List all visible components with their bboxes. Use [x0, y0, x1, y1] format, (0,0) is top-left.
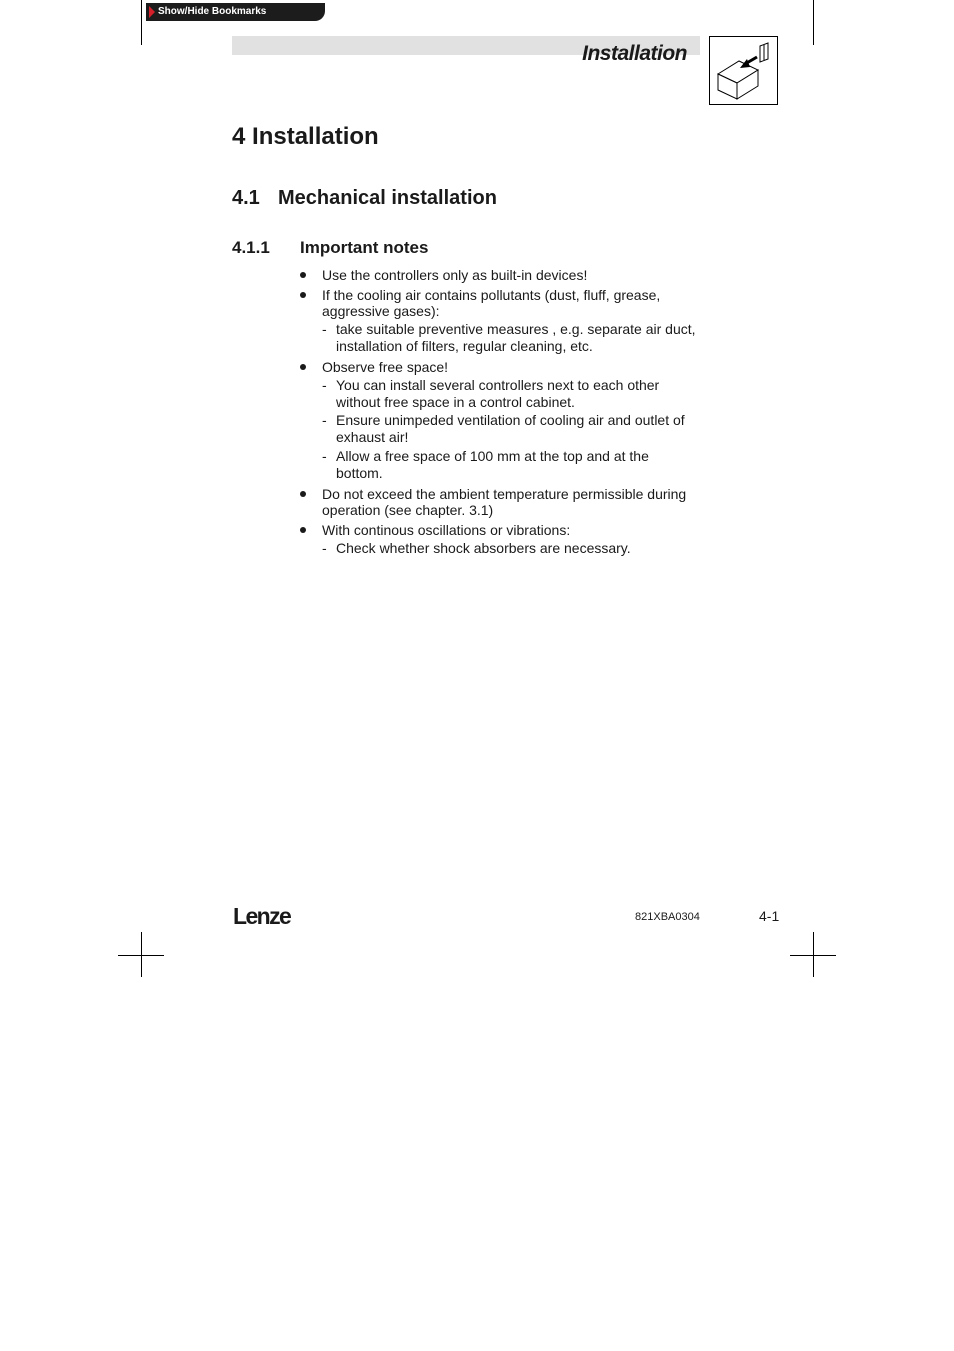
dash-marker: - [322, 377, 327, 393]
sub-note-line: Check whether shock absorbers are necessary. [336, 540, 631, 556]
chapter-title: Installation [252, 123, 379, 150]
subsection-heading [232, 238, 428, 258]
section-heading [232, 187, 497, 210]
show-hide-bookmarks-button[interactable] [146, 3, 325, 21]
note-line: With continous oscillations or vibrations: [322, 522, 571, 538]
dash-marker: - [322, 412, 327, 428]
sub-note-line: without free space in a control cabinet. [336, 394, 575, 410]
sub-note-line: Allow a free space of 100 mm at the top and at the [336, 448, 649, 464]
sub-note-line: Ensure unimpeded ventilation of cooling air and outlet of [336, 412, 685, 428]
header-title: Installation [582, 42, 687, 65]
note-line: Use the controllers only as built-in devices! [322, 267, 588, 283]
sub-note-line: take suitable preventive measures , e.g. separate air duct, [336, 321, 696, 337]
chapter-heading [232, 123, 379, 151]
section-number: 4.1 [232, 187, 260, 209]
bullet-icon [300, 491, 306, 497]
note-line: operation (see chapter. 3.1) [322, 502, 494, 518]
document-code: 821XBA0304 [635, 911, 700, 923]
page-number: 4-1 [759, 908, 780, 924]
bullet-icon [300, 527, 306, 533]
note-line: Observe free space! [322, 359, 449, 375]
bookmark-label: Show/Hide Bookmarks [158, 6, 267, 17]
note-line: aggressive gases): [322, 303, 440, 319]
bullet-icon [300, 272, 306, 278]
dash-marker: - [322, 448, 327, 464]
lenze-logo: Lenze [233, 903, 291, 929]
crop-mark-bottom-left-v [141, 932, 142, 977]
subsection-title: Important notes [300, 238, 429, 257]
note-line: Do not exceed the ambient temperature permissible during [322, 486, 687, 502]
sub-note-line: bottom. [336, 465, 383, 481]
installation-box-icon [709, 36, 778, 105]
bullet-icon [300, 364, 306, 370]
dash-marker: - [322, 321, 327, 337]
sub-note-line: exhaust air! [336, 429, 409, 445]
note-line: If the cooling air contains pollutants (dust, fluff, grease, [322, 287, 661, 303]
chapter-number: 4 [232, 123, 246, 150]
crop-mark-top-right [813, 0, 814, 45]
sub-note-line: installation of filters, regular cleaning, etc. [336, 338, 593, 354]
crop-mark-bottom-right-v [813, 932, 814, 977]
dash-marker: - [322, 540, 327, 556]
bullet-icon [300, 292, 306, 298]
crop-mark-top-left [141, 0, 142, 45]
triangle-right-icon [149, 6, 155, 18]
section-title: Mechanical installation [278, 187, 497, 209]
sub-note-line: You can install several controllers next to each other [336, 377, 660, 393]
subsection-number: 4.1.1 [232, 238, 270, 257]
